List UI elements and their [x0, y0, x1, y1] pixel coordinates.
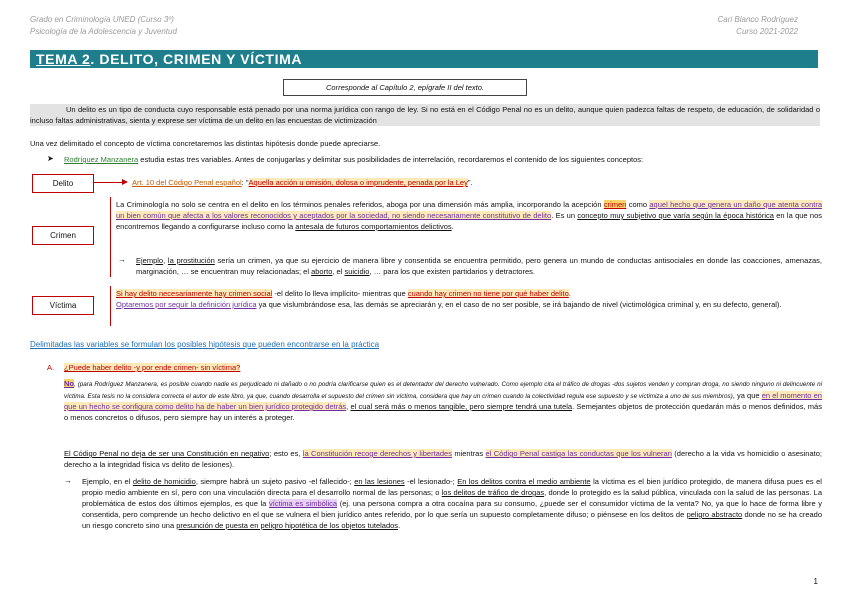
- bullet-arrow-icon: ➤: [47, 154, 54, 163]
- subject-name: Psicología de la Adolescencia y Juventud: [30, 27, 177, 36]
- page-title: [30, 50, 818, 68]
- cp-paragraph: El Código Penal no deja de ser una Constitución en negativo; esto es, la Constitución recoge derechos y libertades mientras el Código Penal castiga las conductas que los vulneran (derecho a la vida vs homicidio o asesinato; derecho a la integridad física vs delito de lesiones).: [64, 449, 822, 469]
- example-paragraph: Ejemplo, en el delito de homicidio, siempre habrá un sujeto pasivo -el fallecido-; en las lesiones -el lesionado-; En los delitos contra el medio ambiente la víctima es el bien jurídico protegido, de manera difusa pues es el propio medio ambiente en sí, pero con una vinculación directa para el desarrollo normal de las personas; o los delitos de tráfico de drogas, donde lo protegido es la salud pública, vinculada con la salud de las personas. La problemática de estos dos últimos ejemplos, es que la víctima es simbólica (ej. una persona compra a otra cocaína para su consumo, ¿puede ser el consumidor víctima de la venta? No, ya que lo hace de forma libre y consentida, pero comprende un hecho delictivo en el que se vulnera el bien jurídico antes referido, por lo que sería un supuesto completamente difuso; o piénsese en los delitos de peligro abstracto donde no se ha creado un riesgo concreto sino una presunción de puesta en peligro hipotética de los objetos tutelados.: [82, 477, 823, 530]
- crimen-example: Ejemplo, la prostitución sería un crimen, ya que su ejercicio de manera libre y consentida se encuentra permitido, pero genera un mundo de conductas antisociales en donde las coacciones, amenazas, marginación, … se encuentran muy relacionadas; el aborto, el suicidio, … para los que existen partidarios y detractores.: [136, 256, 822, 276]
- reference-box: Corresponde al Capítulo 2, epígrafe II del texto.: [283, 79, 527, 96]
- example-arrow-icon: →: [118, 255, 126, 264]
- page-number: 1: [813, 577, 818, 586]
- victima-paragraph: Si hay delito necesariamente hay crimen social -el delito lo lleva implícito- mientras que cuando hay crimen no tiene por qué haber delito. Optaremos por seguir la definición jurídica ya que vislumbrándose esa, las demás se apreciarán y, en el caso de no ser posible, se irá bajando de nivel (victimológica criminal y, en su defecto, general).: [116, 289, 782, 309]
- crimen-bracket: [110, 197, 111, 277]
- crimen-paragraph: La Criminología no solo se centra en el delito en los términos penales referidos, aboga por una dimensión más amplia, incorporando la acepción crimen como aquel hecho que genera un daño que atenta contra un bien común que afecta a los valores reconocidos y aceptados por la sociedad, no siendo necesariamente constitutivo de delito. Es un concepto muy subjetivo que varía según la época histórica en la que nos encontremos llegando a configurarse incluso como la antesala de futuros comportamientos delictivos.: [116, 200, 822, 231]
- answer-a: No, (para Rodríguez Manzanera, es posible cuando nadie es perjudicado ni dañado o no podría clarificarse quien es el detentador del derecho vulnerado. Como ejemplo cita el tráfico de drogas -dos sujetos venden y compran droga, no siendo ninguno ni delincuente ni víctima. Esta tesis no la considera correcta el autor de este libro, ya que, cuando desarrolla el supuesto del crimen sin víctima, considera que hay un crimen cuando la colectividad regula ese supuesto y se victimiza a uno de sus miembros), ya que en el momento en que un hecho se configura como delito ha de haber un bien jurídico protegido detrás, el cual será más o menos tangible, pero siempre tendrá una tutela. Semejantes objetos de protección quedarán más o menos definidos, más o menos concretos o difusos, pero siempre hay un interés a proteger.: [64, 379, 822, 422]
- question-a-letter: A.: [47, 363, 55, 372]
- victima-label-box: Víctima: [32, 296, 94, 315]
- academic-year: Curso 2021-2022: [736, 27, 798, 36]
- course-name: Grado en Criminología UNED (Curso 3º): [30, 15, 174, 24]
- example-b-arrow-icon: →: [64, 476, 72, 485]
- header-right: [718, 14, 798, 38]
- delito-arrow-line: [93, 182, 123, 183]
- crimen-label-box: Crimen: [32, 226, 94, 245]
- question-a: ¿Puede haber delito -y por ende crimen- sin víctima?: [64, 363, 241, 372]
- delito-arrow-icon: [122, 179, 128, 185]
- victima-bracket: [110, 286, 111, 326]
- rm-paragraph: Rodríguez Manzanera estudia estas tres variables. Antes de conjugarlas y delimitar sus posibilidades de interrelación, recordaremos el contenido de los siguientes conceptos:: [64, 155, 644, 164]
- delito-label-box: Delito: [32, 174, 94, 193]
- intro-paragraph: Un delito es un tipo de conducta cuyo responsable está penado por una norma jurídica con rango de ley. Si no está en el Código Penal no es un delito, aunque quien padezca faltas de respeto, de educación, de solidaridad o incluso faltas administrativas, sienta y exprese ser víctima de un delito en las encuestas de victimización: [30, 105, 820, 125]
- title-tema: TEMA 2: [36, 51, 91, 67]
- section-title: Delimitadas las variables se formulan los posibles hipótesis que pueden encontrarse en la práctica: [30, 340, 380, 349]
- author-name: Cari Blanco Rodríguez: [717, 15, 798, 24]
- delimit-paragraph: Una vez delimitado el concepto de víctima concretaremos las distintas hipótesis donde puede apreciarse.: [30, 139, 381, 148]
- header-left: [30, 14, 177, 38]
- title-rest: . DELITO, CRIMEN Y VÍCTIMA: [90, 51, 303, 67]
- delito-definition: Art. 10 del Código Penal español: "Aquella acción u omisión, dolosa o imprudente, penada por la Ley".: [132, 178, 473, 187]
